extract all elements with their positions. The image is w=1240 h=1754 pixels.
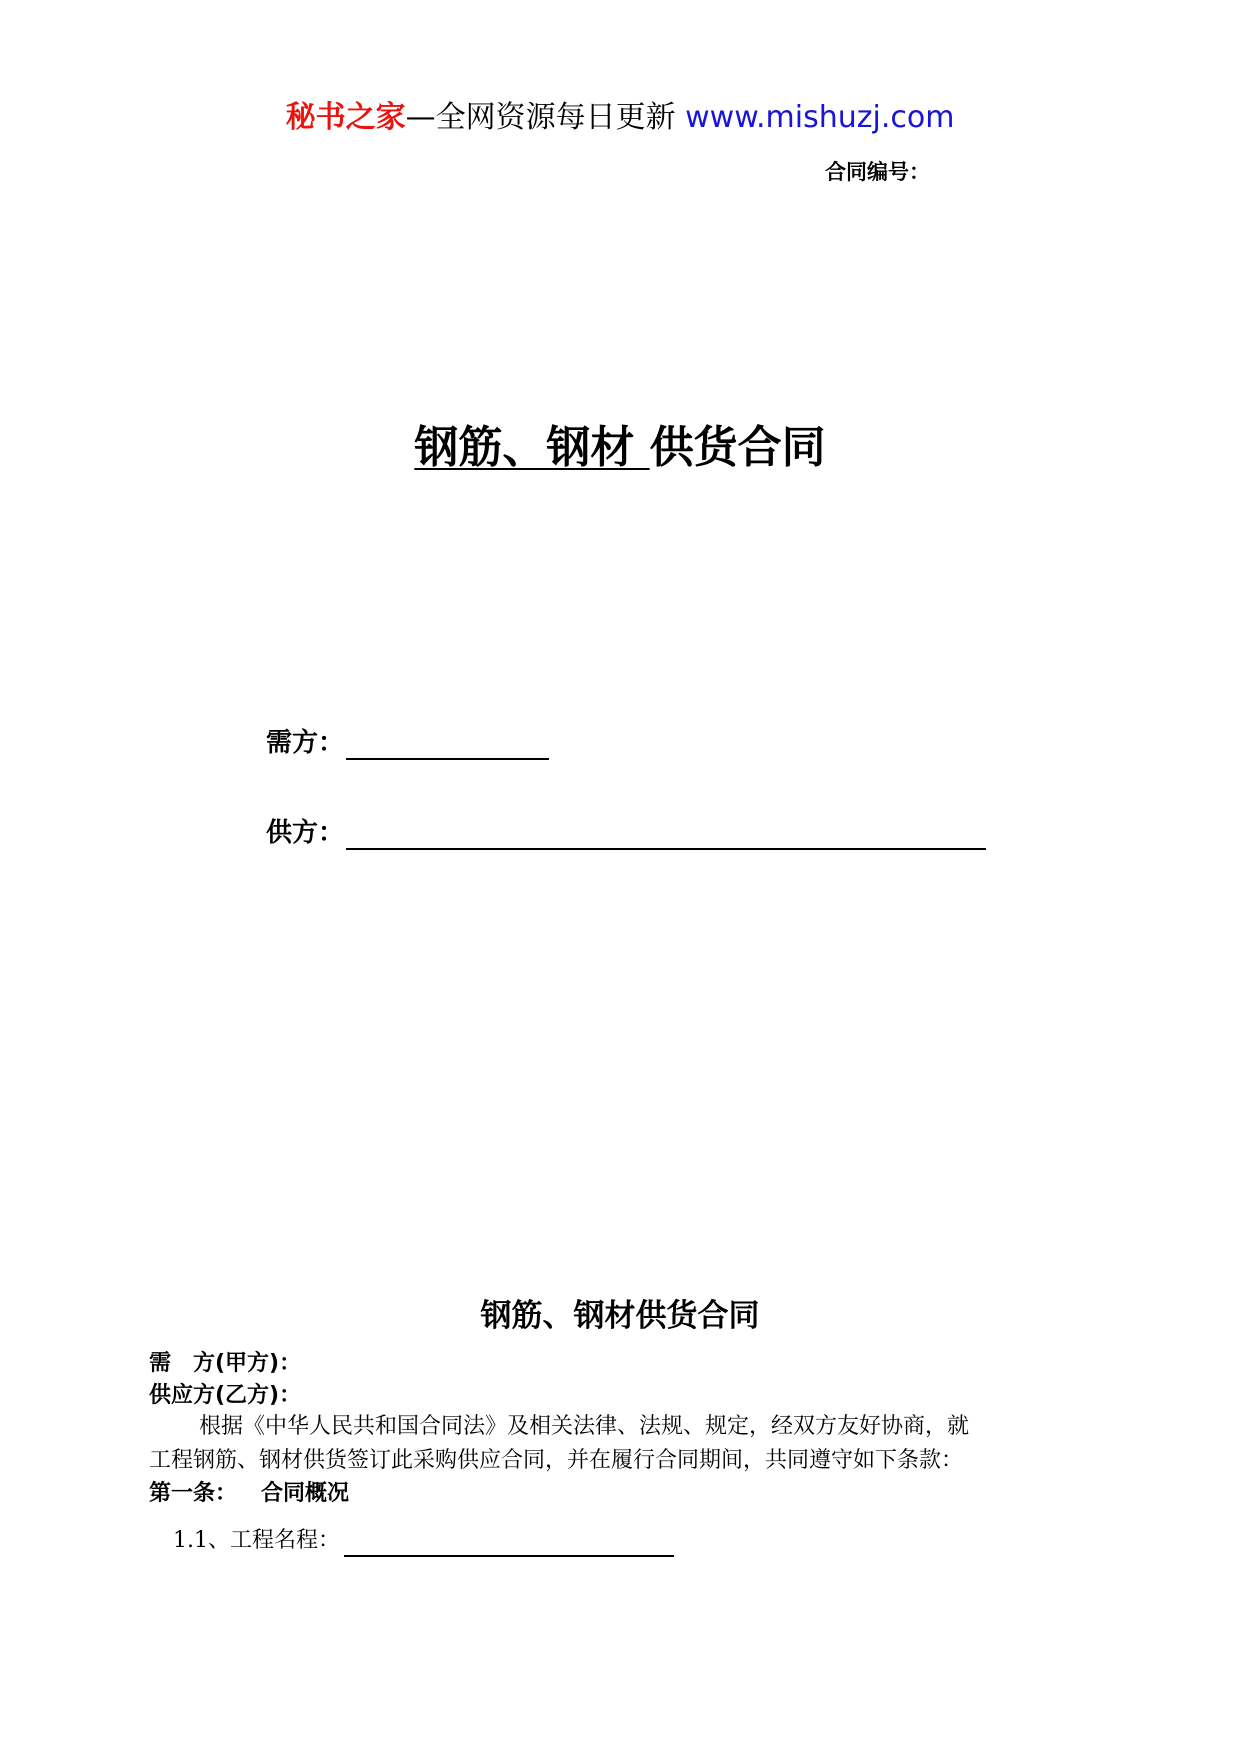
banner-slogan: —全网资源每日更新 (405, 100, 686, 135)
body-title: 钢筋、钢材供货合同 (480, 1298, 760, 1334)
preamble-line-1: 根据《中华人民共和国合同法》及相关法律、法规、规定，经双方友好协商，就 (199, 1414, 970, 1439)
brand-name: 秘书之家 (285, 100, 406, 135)
preamble-paragraph (149, 1410, 1089, 1478)
cover-title (0, 420, 1240, 476)
cover-title-underlined: 钢筋、钢材 (414, 422, 650, 473)
item-1-1-line (173, 1525, 674, 1557)
article-1-heading (149, 1479, 349, 1509)
cover-supply-blank[interactable] (346, 820, 986, 850)
cover-supply-line (266, 816, 986, 850)
cover-demand-line (266, 726, 549, 760)
preamble-line-2: 工程钢筋、钢材供货签订此采购供应合同，并在履行合同期间，共同遵守如下条款： (149, 1448, 964, 1473)
item-1-1-blank[interactable] (344, 1529, 674, 1557)
cover-demand-label: 需方： (266, 728, 345, 758)
article-1-title: 合同概况 (261, 1481, 350, 1506)
supplier-party-label: 供应方(乙方)： (149, 1383, 302, 1408)
cover-demand-blank[interactable] (346, 730, 549, 760)
article-1-number: 第一条： (149, 1481, 238, 1506)
requester-party-label: 需 方(甲方)： (149, 1351, 302, 1376)
item-1-1-label: 1.1、工程名程： (173, 1528, 340, 1553)
site-banner (0, 98, 1240, 138)
cover-title-rest: 供货合同 (649, 422, 826, 473)
contract-number-label: 合同编号： (825, 160, 930, 184)
cover-supply-label: 供方： (266, 818, 345, 848)
banner-url[interactable]: www.mishuzj.com (685, 100, 955, 135)
